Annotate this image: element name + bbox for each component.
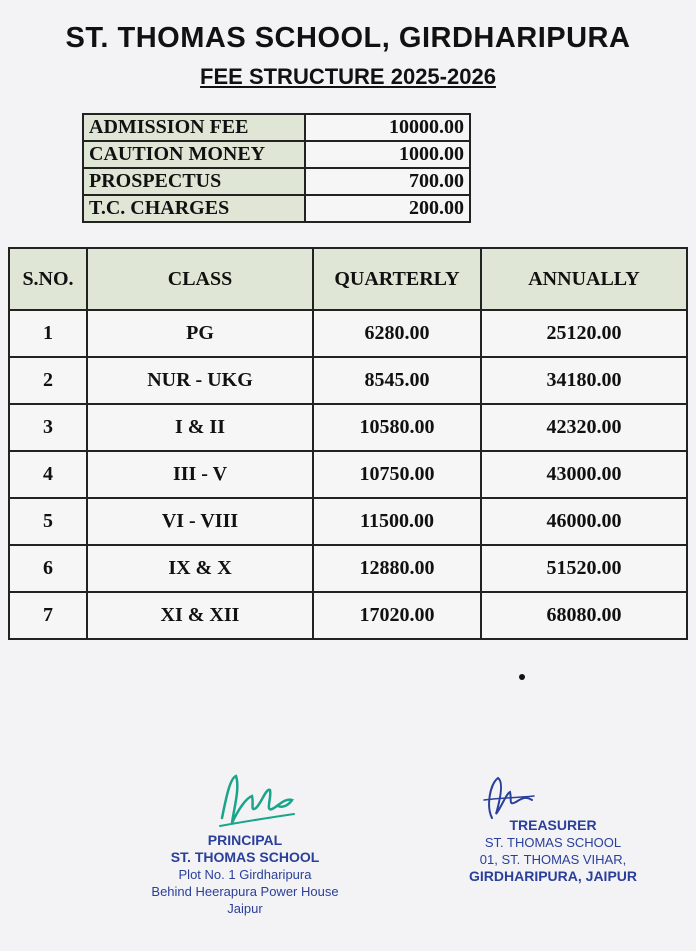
column-header-class: CLASS [87, 248, 313, 310]
cell-class: III - V [87, 451, 313, 498]
principal-address-line: Behind Heerapura Power House [151, 884, 339, 899]
cell-quarterly: 11500.00 [313, 498, 481, 545]
fee-table-header-row [9, 248, 687, 310]
treasurer-address-line: 01, ST. THOMAS VIHAR, [479, 852, 627, 867]
school-name: ST. THOMAS SCHOOL, GIRDHARIPURA [65, 22, 631, 54]
charge-label: T.C. CHARGES [83, 195, 305, 222]
cell-annually: 25120.00 [481, 310, 687, 357]
treasurer-stamp [448, 817, 658, 885]
treasurer-address-line: GIRDHARIPURA, JAIPUR [468, 868, 637, 884]
column-header-sno: S.NO. [9, 248, 87, 310]
principal-title: PRINCIPAL [207, 832, 283, 848]
cell-annually: 51520.00 [481, 545, 687, 592]
cell-class: PG [87, 310, 313, 357]
table-row [9, 357, 687, 404]
cell-annually: 34180.00 [481, 357, 687, 404]
cell-class: NUR - UKG [87, 357, 313, 404]
charge-amount: 200.00 [305, 195, 470, 222]
charge-label: CAUTION MONEY [83, 141, 305, 168]
principal-address-line: Jaipur [227, 901, 263, 916]
cell-quarterly: 12880.00 [313, 545, 481, 592]
cell-quarterly: 10580.00 [313, 404, 481, 451]
cell-sno: 6 [9, 545, 87, 592]
treasurer-school: ST. THOMAS SCHOOL [484, 835, 622, 850]
cell-quarterly: 17020.00 [313, 592, 481, 639]
cell-sno: 1 [9, 310, 87, 357]
cell-quarterly: 6280.00 [313, 310, 481, 357]
cell-quarterly: 10750.00 [313, 451, 481, 498]
cell-sno: 3 [9, 404, 87, 451]
cell-class: I & II [87, 404, 313, 451]
cell-class: XI & XII [87, 592, 313, 639]
fee-table [8, 247, 688, 640]
charge-amount: 10000.00 [305, 114, 470, 141]
charge-row [83, 195, 470, 222]
principal-stamp [130, 832, 360, 917]
principal-address-line: Plot No. 1 Girdharipura [178, 867, 312, 882]
principal-signature [212, 768, 302, 836]
cell-class: VI - VIII [87, 498, 313, 545]
cell-sno: 5 [9, 498, 87, 545]
cell-annually: 46000.00 [481, 498, 687, 545]
cell-annually: 43000.00 [481, 451, 687, 498]
one-time-charges-table [82, 113, 471, 223]
cell-annually: 42320.00 [481, 404, 687, 451]
cell-class: IX & X [87, 545, 313, 592]
cell-quarterly: 8545.00 [313, 357, 481, 404]
table-row [9, 545, 687, 592]
table-row [9, 404, 687, 451]
charge-amount: 700.00 [305, 168, 470, 195]
cell-sno: 2 [9, 357, 87, 404]
cell-sno: 7 [9, 592, 87, 639]
cell-sno: 4 [9, 451, 87, 498]
treasurer-title: TREASURER [509, 817, 597, 833]
charge-label: PROSPECTUS [83, 168, 305, 195]
charge-label: ADMISSION FEE [83, 114, 305, 141]
column-header-annually: ANNUALLY [481, 248, 687, 310]
charge-row [83, 168, 470, 195]
fee-structure-title: FEE STRUCTURE 2025-2026 [200, 64, 496, 89]
cell-annually: 68080.00 [481, 592, 687, 639]
table-row [9, 592, 687, 639]
charge-row [83, 141, 470, 168]
charge-row [83, 114, 470, 141]
charge-amount: 1000.00 [305, 141, 470, 168]
column-header-quarterly: QUARTERLY [313, 248, 481, 310]
table-row [9, 498, 687, 545]
principal-school: ST. THOMAS SCHOOL [170, 849, 320, 865]
table-row [9, 451, 687, 498]
ink-dot [519, 674, 525, 680]
table-row [9, 310, 687, 357]
